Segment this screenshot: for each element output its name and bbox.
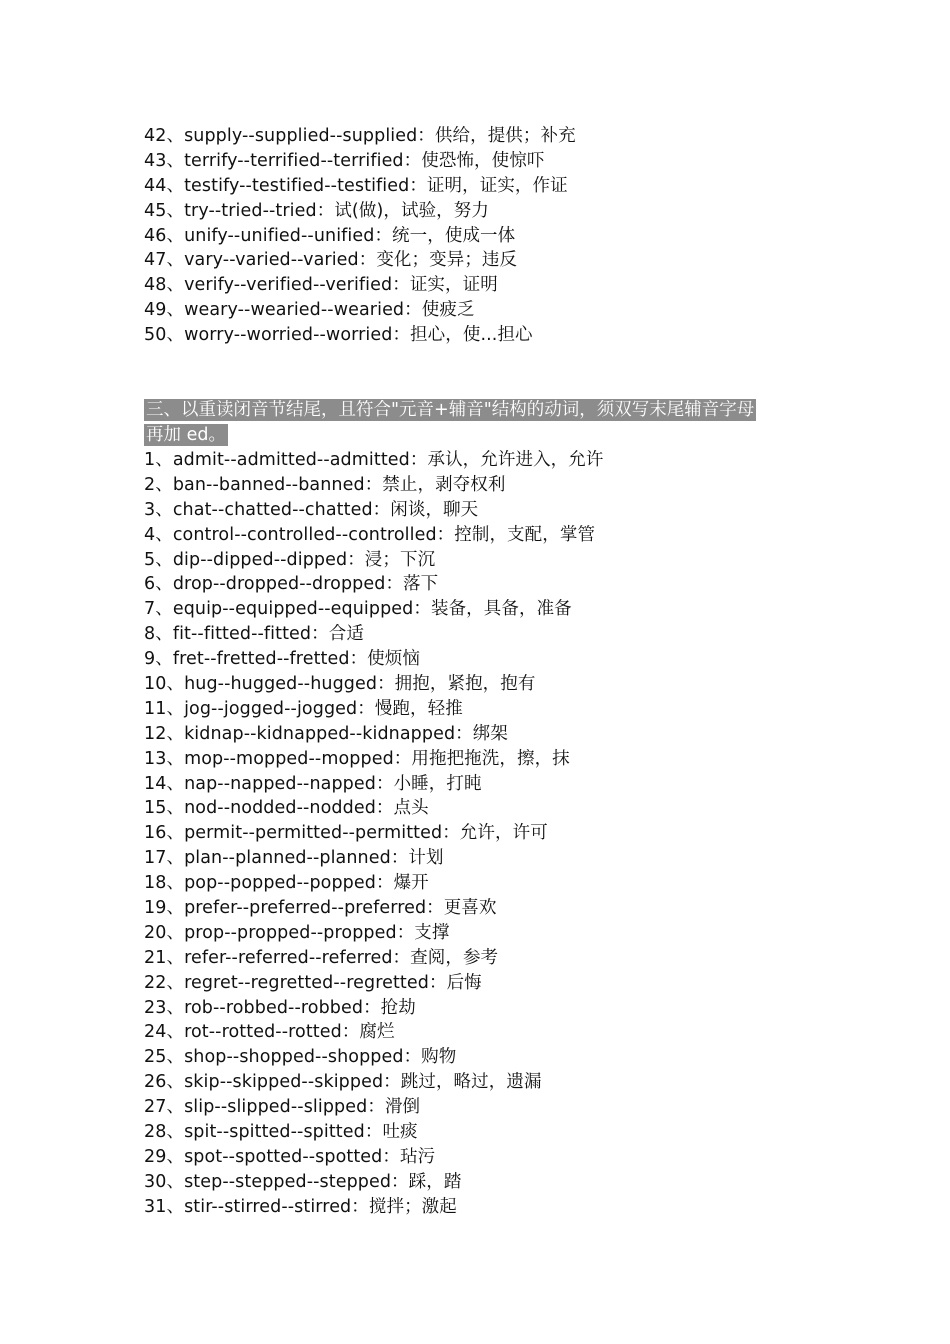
list-item: 22、regret--regretted--regretted：后悔 bbox=[144, 972, 482, 993]
list-item: 43、terrify--terrified--terrified：使恐怖，使惊吓 bbox=[144, 150, 545, 171]
list-item: 10、hug--hugged--hugged：拥抱，紧抱，抱有 bbox=[144, 674, 536, 695]
list-item: 27、slip--slipped--slipped：滑倒 bbox=[144, 1097, 421, 1118]
list-item: 20、prop--propped--propped：支撑 bbox=[144, 922, 450, 943]
list-item: 15、nod--nodded--nodded：点头 bbox=[144, 798, 429, 819]
list-item: 11、jog--jogged--jogged：慢跑，轻推 bbox=[144, 698, 463, 719]
list-item: 21、refer--referred--referred：查阅，参考 bbox=[144, 947, 499, 968]
list-item: 12、kidnap--kidnapped--kidnapped：绑架 bbox=[144, 723, 508, 744]
section-three-heading bbox=[144, 398, 814, 448]
verb-list-section-three bbox=[144, 448, 844, 1220]
list-item: 18、pop--popped--popped：爆开 bbox=[144, 873, 429, 894]
list-item: 45、try--tried--tried：试(做)，试验，努力 bbox=[144, 200, 489, 221]
list-item: 4、control--controlled--controlled：控制，支配，掌管 bbox=[144, 524, 596, 545]
list-item: 6、drop--dropped--dropped：落下 bbox=[144, 574, 439, 595]
list-item: 29、spot--spotted--spotted：玷污 bbox=[144, 1146, 436, 1167]
list-item: 30、step--stepped--stepped：踩，踏 bbox=[144, 1171, 462, 1192]
list-item: 42、supply--supplied--supplied：供给，提供；补充 bbox=[144, 126, 576, 146]
list-item: 8、fit--fitted--fitted：合适 bbox=[144, 624, 364, 645]
list-item: 48、verify--verified--verified：证实，证明 bbox=[144, 275, 498, 296]
list-item: 50、worry--worried--worried：担心，使...担心 bbox=[144, 325, 533, 346]
section-three-heading-line1: 三、以重读闭音节结尾，且符合"元音+辅音"结构的动词，须双写末尾辅音字母 bbox=[146, 400, 755, 420]
list-item: 47、vary--varied--varied：变化；变异；违反 bbox=[144, 250, 518, 271]
section-three-heading-line2: 再加 ed。 bbox=[146, 425, 226, 445]
list-item: 46、unify--unified--unified：统一，使成一体 bbox=[144, 225, 516, 246]
list-item: 14、nap--napped--napped：小睡，打盹 bbox=[144, 773, 482, 794]
list-item: 16、permit--permitted--permitted：允许，许可 bbox=[144, 823, 548, 844]
list-item: 2、ban--banned--banned：禁止，剥夺权利 bbox=[144, 474, 506, 495]
list-item: 17、plan--planned--planned：计划 bbox=[144, 848, 444, 869]
list-item: 49、weary--wearied--wearied：使疲乏 bbox=[144, 300, 475, 321]
list-item: 19、prefer--preferred--preferred：更喜欢 bbox=[144, 898, 497, 919]
list-item: 31、stir--stirred--stirred：搅拌；激起 bbox=[144, 1196, 457, 1217]
verb-list-section-two bbox=[144, 124, 844, 348]
list-item: 7、equip--equipped--equipped：装备，具备，准备 bbox=[144, 599, 572, 620]
list-item: 24、rot--rotted--rotted：腐烂 bbox=[144, 1022, 395, 1043]
list-item: 26、skip--skipped--skipped：跳过，略过，遗漏 bbox=[144, 1072, 542, 1093]
list-item: 1、admit--admitted--admitted：承认，允许进入，允许 bbox=[144, 450, 604, 470]
list-item: 3、chat--chatted--chatted：闲谈，聊天 bbox=[144, 499, 479, 520]
list-item: 25、shop--shopped--shopped：购物 bbox=[144, 1047, 457, 1068]
list-item: 5、dip--dipped--dipped：浸；下沉 bbox=[144, 549, 436, 570]
list-item: 28、spit--spitted--spitted：吐痰 bbox=[144, 1122, 418, 1143]
list-item: 23、rob--robbed--robbed：抢劫 bbox=[144, 997, 416, 1018]
list-item: 44、testify--testified--testified：证明，证实，作证 bbox=[144, 175, 568, 196]
list-item: 9、fret--fretted--fretted：使烦恼 bbox=[144, 649, 420, 670]
list-item: 13、mop--mopped--mopped：用拖把拖洗，擦，抹 bbox=[144, 748, 570, 769]
